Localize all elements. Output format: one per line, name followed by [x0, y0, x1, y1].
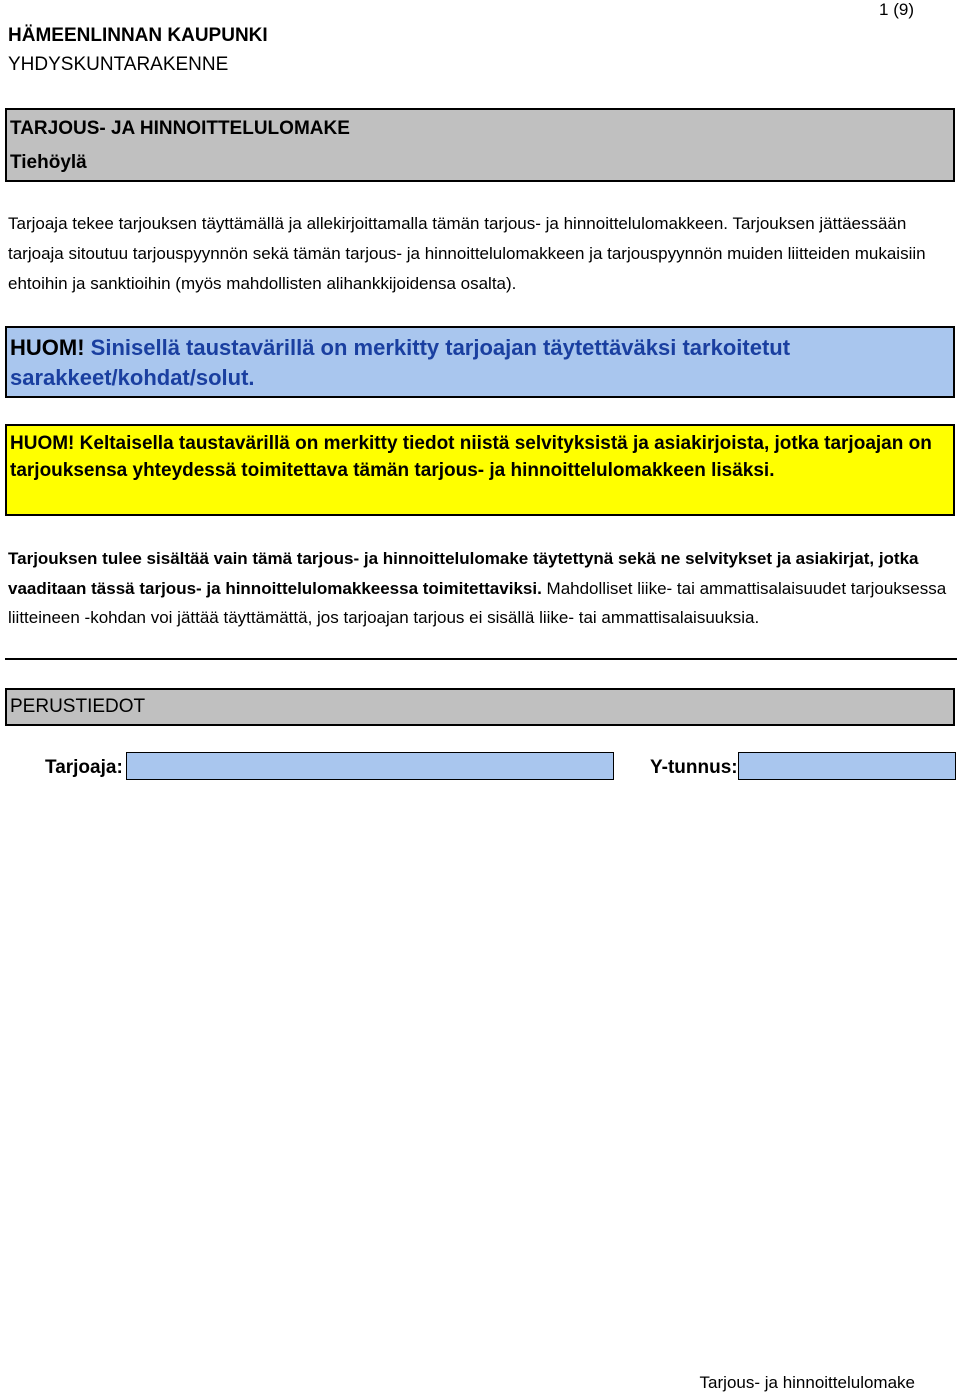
page-footer: Tarjous- ja hinnoittelulomake — [699, 1373, 915, 1392]
organization-unit: YHDYSKUNTARAKENNE — [8, 54, 229, 75]
blue-note-box — [5, 326, 955, 398]
blue-note-text — [10, 333, 950, 393]
organization-name: HÄMEENLINNAN KAUPUNKI — [8, 25, 268, 46]
intro-paragraph: Tarjoaja tekee tarjouksen täyttämällä ja allekirjoittamalla tämän tarjous- ja hinnoittelulomakkeen. Tarjouksen jättäessään tarjoaja sitoutuu tarjouspyynnön sekä tämän tarjous- ja hinnoittelulomakkeen ja tarjouspyynnön muiden liitteiden mukaisiin ehtoihin ja sanktioihin (myös mahdollisten alihankkijoidensa osalta). — [8, 214, 926, 293]
section-header: PERUSTIEDOT — [10, 696, 146, 717]
info-paragraph — [8, 544, 953, 633]
yellow-note-text: HUOM! Keltaisella taustavärillä on merkitty tiedot niistä selvityksistä ja asiakirjoista, jotka tarjoajan on tarjouksensa yhteydessä toimitettava tämän tarjous- ja hinnoittelulomakkeen lisäksi. — [10, 433, 932, 481]
blue-note-body: Sinisellä taustavärillä on merkitty tarjoajan täytettäväksi tarkoitetut sarakkeet/kohdat/solut. — [10, 335, 791, 390]
tarjoaja-label: Tarjoaja: — [45, 757, 123, 778]
info-bold-text: Tarjouksen tulee sisältää vain tämä tarjous- ja hinnoittelulomake täytettynä sekä ne selvitykset ja asiakirjat, jotka vaaditaan tässä tarjous- ja hinnoittelulomakkeessa toimitettaviksi. — [8, 549, 919, 598]
blue-note-prefix: HUOM! — [10, 335, 85, 360]
section-divider — [5, 658, 957, 660]
yellow-note-box — [5, 424, 955, 516]
page-number: 1 (9) — [879, 0, 914, 19]
form-subtitle: Tiehöylä — [10, 152, 87, 173]
ytunnus-label: Y-tunnus: — [650, 757, 738, 778]
info-normal-text: Mahdolliset liike- tai ammattisalaisuudet tarjouksessa liitteineen -kohdan voi jättää täyttämättä, jos tarjoajan tarjous ei sisällä liike- tai ammattisalaisuuksia. — [8, 578, 947, 627]
ytunnus-field[interactable] — [738, 752, 956, 780]
tarjoaja-field[interactable] — [126, 752, 614, 780]
form-title: TARJOUS- JA HINNOITTELULOMAKE — [10, 118, 350, 139]
form-title-box — [5, 108, 955, 182]
section-header-box — [5, 688, 955, 726]
